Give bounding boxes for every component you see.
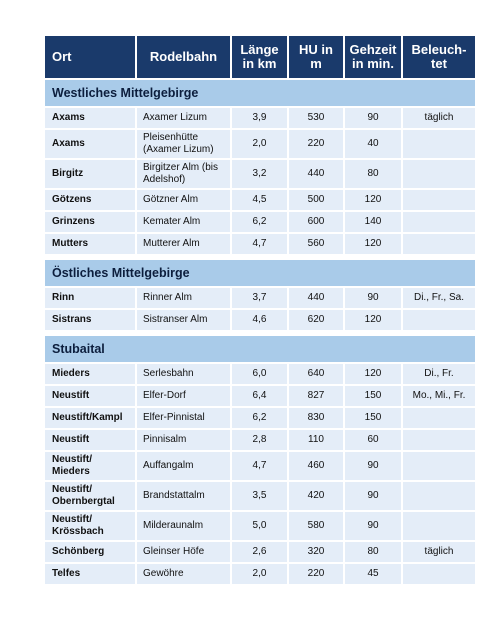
cell-rodelbahn: Pinnisalm	[137, 430, 230, 450]
cell-rodelbahn: Auffangalm	[137, 452, 230, 480]
cell-laenge: 6,2	[232, 212, 287, 232]
cell-gehzeit: 80	[345, 542, 401, 562]
cell-gehzeit: 90	[345, 512, 401, 540]
cell-hu: 560	[289, 234, 343, 254]
cell-ort: Neustift/ Krössbach	[45, 512, 135, 540]
cell-laenge: 4,5	[232, 190, 287, 210]
table-row	[45, 160, 475, 188]
cell-hu: 530	[289, 108, 343, 128]
header-gehzeit: Gehzeit in min.	[345, 36, 401, 78]
cell-laenge: 2,8	[232, 430, 287, 450]
cell-laenge: 2,0	[232, 564, 287, 584]
cell-ort: Rinn	[45, 288, 135, 308]
cell-rodelbahn: Rinner Alm	[137, 288, 230, 308]
cell-ort: Neustift/Kampl	[45, 408, 135, 428]
cell-gehzeit: 120	[345, 234, 401, 254]
cell-hu: 830	[289, 408, 343, 428]
section-title: Östliches Mittelgebirge	[45, 260, 475, 286]
cell-gehzeit: 90	[345, 452, 401, 480]
cell-beleuchtet	[403, 130, 475, 158]
cell-laenge: 2,6	[232, 542, 287, 562]
table-row	[45, 130, 475, 158]
cell-hu: 640	[289, 364, 343, 384]
table-row	[45, 234, 475, 254]
cell-hu: 220	[289, 130, 343, 158]
section-title: Westliches Mittelgebirge	[45, 80, 475, 106]
cell-hu: 600	[289, 212, 343, 232]
cell-gehzeit: 140	[345, 212, 401, 232]
cell-ort: Neustift/ Obernbergtal	[45, 482, 135, 510]
cell-ort: Neustift/ Mieders	[45, 452, 135, 480]
table-body	[45, 80, 475, 584]
table-row	[45, 482, 475, 510]
cell-hu: 420	[289, 482, 343, 510]
cell-gehzeit: 60	[345, 430, 401, 450]
cell-beleuchtet	[403, 310, 475, 330]
cell-beleuchtet	[403, 452, 475, 480]
cell-ort: Birgitz	[45, 160, 135, 188]
cell-ort: Axams	[45, 108, 135, 128]
cell-ort: Götzens	[45, 190, 135, 210]
cell-ort: Mieders	[45, 364, 135, 384]
table-row	[45, 108, 475, 128]
cell-rodelbahn: Gleinser Höfe	[137, 542, 230, 562]
cell-beleuchtet	[403, 408, 475, 428]
cell-rodelbahn: Kemater Alm	[137, 212, 230, 232]
cell-laenge: 3,5	[232, 482, 287, 510]
table-row	[45, 452, 475, 480]
cell-laenge: 3,9	[232, 108, 287, 128]
header-hu: HU in m	[289, 36, 343, 78]
table-row	[45, 310, 475, 330]
cell-laenge: 6,0	[232, 364, 287, 384]
cell-gehzeit: 90	[345, 482, 401, 510]
cell-rodelbahn: Gewöhre	[137, 564, 230, 584]
section-gap-cell	[45, 256, 475, 258]
section-header-row	[45, 336, 475, 362]
cell-rodelbahn: Elfer-Pinnistal	[137, 408, 230, 428]
cell-ort: Neustift	[45, 386, 135, 406]
cell-laenge: 4,6	[232, 310, 287, 330]
cell-hu: 500	[289, 190, 343, 210]
header-beleuchtet: Beleuch-tet	[403, 36, 475, 78]
cell-gehzeit: 40	[345, 130, 401, 158]
cell-beleuchtet	[403, 212, 475, 232]
cell-gehzeit: 150	[345, 408, 401, 428]
cell-laenge: 4,7	[232, 234, 287, 254]
cell-beleuchtet	[403, 482, 475, 510]
cell-beleuchtet: Mo., Mi., Fr.	[403, 386, 475, 406]
cell-laenge: 2,0	[232, 130, 287, 158]
section-title: Stubaital	[45, 336, 475, 362]
cell-rodelbahn: Pleisenhütte (Axamer Lizum)	[137, 130, 230, 158]
cell-rodelbahn: Brandstattalm	[137, 482, 230, 510]
cell-laenge: 3,7	[232, 288, 287, 308]
cell-gehzeit: 120	[345, 190, 401, 210]
cell-gehzeit: 45	[345, 564, 401, 584]
cell-beleuchtet	[403, 190, 475, 210]
cell-rodelbahn: Sistranser Alm	[137, 310, 230, 330]
cell-laenge: 4,7	[232, 452, 287, 480]
section-gap	[45, 332, 475, 334]
table-row	[45, 288, 475, 308]
cell-ort: Sistrans	[45, 310, 135, 330]
cell-beleuchtet: täglich	[403, 542, 475, 562]
table-header-row	[45, 36, 475, 78]
cell-hu: 440	[289, 288, 343, 308]
section-gap-cell	[45, 332, 475, 334]
cell-rodelbahn: Milderaunalm	[137, 512, 230, 540]
table-row	[45, 564, 475, 584]
cell-laenge: 6,4	[232, 386, 287, 406]
section-header-row	[45, 260, 475, 286]
cell-hu: 320	[289, 542, 343, 562]
cell-gehzeit: 80	[345, 160, 401, 188]
header-ort: Ort	[45, 36, 135, 78]
cell-beleuchtet	[403, 160, 475, 188]
table-row	[45, 190, 475, 210]
cell-hu: 620	[289, 310, 343, 330]
cell-hu: 580	[289, 512, 343, 540]
table-row	[45, 212, 475, 232]
cell-gehzeit: 90	[345, 108, 401, 128]
table-row	[45, 386, 475, 406]
cell-beleuchtet	[403, 430, 475, 450]
cell-beleuchtet: Di., Fr.	[403, 364, 475, 384]
cell-rodelbahn: Götzner Alm	[137, 190, 230, 210]
cell-beleuchtet	[403, 564, 475, 584]
cell-laenge: 6,2	[232, 408, 287, 428]
table-row	[45, 364, 475, 384]
cell-laenge: 3,2	[232, 160, 287, 188]
cell-hu: 220	[289, 564, 343, 584]
section-gap	[45, 256, 475, 258]
cell-gehzeit: 150	[345, 386, 401, 406]
cell-hu: 110	[289, 430, 343, 450]
cell-ort: Telfes	[45, 564, 135, 584]
cell-gehzeit: 120	[345, 310, 401, 330]
table-row	[45, 512, 475, 540]
cell-rodelbahn: Serlesbahn	[137, 364, 230, 384]
cell-ort: Neustift	[45, 430, 135, 450]
table-row	[45, 542, 475, 562]
table-row	[45, 430, 475, 450]
rodelbahn-table-page	[45, 34, 467, 586]
cell-beleuchtet	[403, 234, 475, 254]
cell-rodelbahn: Elfer-Dorf	[137, 386, 230, 406]
cell-gehzeit: 120	[345, 364, 401, 384]
cell-laenge: 5,0	[232, 512, 287, 540]
cell-ort: Grinzens	[45, 212, 135, 232]
cell-ort: Mutters	[45, 234, 135, 254]
header-rodelbahn: Rodelbahn	[137, 36, 230, 78]
cell-ort: Schönberg	[45, 542, 135, 562]
rodelbahn-table	[43, 34, 477, 586]
cell-gehzeit: 90	[345, 288, 401, 308]
cell-beleuchtet: täglich	[403, 108, 475, 128]
cell-rodelbahn: Axamer Lizum	[137, 108, 230, 128]
section-header-row	[45, 80, 475, 106]
cell-hu: 827	[289, 386, 343, 406]
cell-rodelbahn: Mutterer Alm	[137, 234, 230, 254]
cell-hu: 460	[289, 452, 343, 480]
cell-beleuchtet: Di., Fr., Sa.	[403, 288, 475, 308]
header-laenge: Länge in km	[232, 36, 287, 78]
table-row	[45, 408, 475, 428]
cell-hu: 440	[289, 160, 343, 188]
cell-rodelbahn: Birgitzer Alm (bis Adelshof)	[137, 160, 230, 188]
cell-beleuchtet	[403, 512, 475, 540]
cell-ort: Axams	[45, 130, 135, 158]
